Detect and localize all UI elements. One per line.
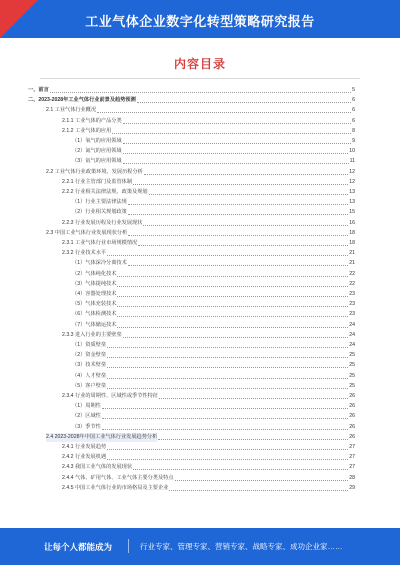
toc-entry-label: 2.4.4 气体、矿用气体、工业气体主要分类及特点 [62,474,174,481]
toc-entry-page: 18 [349,240,355,246]
toc-entry[interactable] [28,351,355,360]
toc-entry-label: （1）气体深冷分离技术 [72,260,127,267]
toc-entry-label: （2）资金壁垒 [72,352,107,359]
toc-entry-label: （3）气体提纯技术 [72,280,117,287]
toc-entry[interactable] [28,443,355,452]
toc-entry-page: 26 [349,403,355,410]
toc-entry-page: 27 [349,444,355,450]
toc-entry-page: 28 [349,474,355,481]
toc-entry-page: 13 [349,189,355,195]
toc-entry[interactable] [28,382,355,391]
toc-entry-page: 26 [349,433,355,440]
toc-entry-label: 2.4 2023-2028年中国工业气体行业发展趋势分析 [46,433,158,440]
toc-leader-dots [50,92,351,93]
toc-entry[interactable] [28,433,355,442]
toc-leader-dots [107,367,348,368]
toc-entry-label: 2.3.1 工业气体行业市场规模情况 [62,240,138,246]
toc-entry[interactable] [28,321,355,330]
toc-entry-label: （1）资质壁垒 [72,342,107,348]
toc-divider [40,78,360,79]
toc-entry-label: （2）气体纯化技术 [72,270,117,277]
toc-entry-page: 6 [352,97,355,104]
toc-leader-dots [107,347,348,348]
toc-entry[interactable] [28,392,355,401]
toc-leader-dots [133,184,348,185]
toc-entry-page: 25 [349,372,355,379]
toc-leader-dots [144,174,348,175]
toc-leader-dots [138,245,348,246]
toc-entry[interactable] [28,270,355,279]
toc-entry-page: 27 [349,454,355,461]
toc-entry-label: 2.4.5 中国工业气体行业的市场格局及主要企业 [62,484,169,491]
toc-leader-dots [123,337,349,338]
toc-leader-dots [107,449,348,450]
toc-entry-page: 25 [349,352,355,359]
toc-entry-label: （4）人才壁垒 [72,372,107,379]
toc-leader-dots [117,306,348,307]
toc-entry-label: （3）季节性 [72,423,101,430]
toc-leader-dots [112,133,351,134]
toc-entry[interactable] [28,117,355,126]
toc-entry-label: 2.2 工业气体行业政策环境、发展历程分析 [46,168,143,175]
toc-leader-dots [117,296,348,297]
toc-entry[interactable] [28,239,355,248]
toc-leader-dots [117,286,348,287]
toc-entry-page: 11 [349,158,355,165]
toc-entry[interactable] [28,484,355,493]
toc-entry[interactable] [28,208,355,217]
toc-entry-label: 2.1 工业气体行业概况 [46,107,97,114]
toc-entry-label: 2.2.3 行业发展历程及行业发展现状 [62,219,143,226]
toc-leader-dots [107,459,348,460]
toc-entry-page: 23 [349,301,355,308]
toc-leader-dots [107,378,348,379]
toc-entry-label: （2）区域性 [72,413,101,420]
toc-leader-dots [158,439,348,440]
page-footer [0,528,400,565]
toc-entry[interactable] [28,198,355,207]
toc-entry-page: 12 [349,178,355,185]
toc-entry-label: 2.3 中国工业气体行业发展现状分析 [46,229,128,236]
toc-entry-label: 2.3.3 进入行业的主要壁垒 [62,331,122,338]
toc-entry-label: （3）技术壁垒 [72,362,107,369]
toc-entry-label: （2）氮气的应用领域 [72,148,122,155]
toc-entry[interactable] [28,474,355,483]
toc-entry-page: 23 [349,311,355,318]
toc-entry-page: 24 [349,331,355,338]
toc-entry[interactable] [28,402,355,411]
toc-leader-dots [128,265,348,266]
toc-entry[interactable] [28,280,355,289]
toc-title: 内容目录 [173,57,226,71]
toc-entry-page: 22 [349,280,355,287]
toc-entry[interactable] [28,423,355,432]
toc-entry[interactable] [28,157,355,166]
footer-slogan: 让每个人都能成为 [44,542,113,552]
footer-roles: 行业专家、管理专家、营销专家、战略专家、成功企业家…… [140,542,343,551]
toc-leader-dots [97,112,351,113]
toc-leader-dots [175,480,349,481]
toc-leader-dots [102,408,348,409]
toc-leader-dots [102,418,348,419]
toc-entry[interactable] [28,463,355,472]
toc-entry-label: （5）客户壁垒 [72,382,107,389]
toc-entry-label: 2.4.2 行业发展机遇 [62,454,107,461]
toc-entry-page: 26 [349,413,355,420]
toc-entry-page: 29 [349,484,355,491]
toc-entry[interactable] [28,372,355,381]
toc-entry-page: 6 [352,107,355,114]
toc-entry-label: 2.3.2 行业技术水平 [62,250,107,257]
toc-entry[interactable] [28,453,355,462]
toc-entry-page: 13 [349,199,355,206]
toc-leader-dots [123,123,351,124]
toc-entry-label: （7）气体储运技术 [72,321,117,328]
toc-entry[interactable] [28,86,355,95]
toc-entry-label: 2.2.1 行业主管部门及监管体制 [62,178,133,185]
report-title: 工业气体企业数字化转型策略研究报告 [85,14,315,29]
toc-entry[interactable] [28,188,355,197]
toc-entry-label: （1）周期性 [72,403,101,410]
toc-entry[interactable] [28,168,355,177]
toc-entry[interactable] [28,310,355,319]
toc-entry-page: 24 [349,321,355,328]
toc-entry-page: 5 [352,87,355,93]
toc-entry-label: （1）行业主要法律法规 [72,199,127,206]
toc-entry-page: 6 [352,117,355,124]
toc-leader-dots [107,357,348,358]
toc-entry[interactable] [28,178,355,187]
toc-entry-page: 22 [349,270,355,277]
toc-entry-label: 一、前言 [28,87,49,93]
toc-entry[interactable] [28,106,355,115]
toc-entry-page: 27 [349,464,355,471]
toc-entry-label: （5）气体充装技术 [72,301,117,308]
toc-leader-dots [107,255,348,256]
toc-entry-page: 16 [349,219,355,226]
toc-entry-page: 12 [349,168,355,175]
toc-entry-page: 25 [349,382,355,389]
toc-entry-page: 23 [349,291,355,297]
toc-entry-label: 2.1.2 工业气体的应用 [62,127,112,134]
toc-leader-dots [128,235,348,236]
toc-leader-dots [143,225,348,226]
toc-entry-page: 21 [349,250,355,257]
toc-entry[interactable] [28,249,355,258]
toc-entry-label: （2）行业相关规划政策 [72,209,127,216]
toc-entry[interactable] [28,137,355,146]
toc-entry-label: （1）氧气的应用领域 [72,138,122,144]
toc-entry-page: 8 [352,127,355,134]
toc-entry[interactable] [28,259,355,268]
toc-leader-dots [123,163,349,164]
toc-entry[interactable] [28,219,355,228]
toc-entry-page: 15 [349,209,355,216]
toc-leader-dots [159,398,348,399]
toc-entry[interactable] [28,96,355,105]
toc-leader-dots [117,327,348,328]
toc-entry[interactable] [28,229,355,238]
toc-leader-dots [117,316,348,317]
toc-entry-label: （3）氩气的应用领域 [72,158,122,165]
toc-entry[interactable] [28,300,355,309]
toc-entry[interactable] [28,127,355,136]
toc-entry[interactable] [28,412,355,421]
toc-leader-dots [102,429,348,430]
toc-entry-label: 二、2023-2028年工业气体行业前景及趋势预测 [28,97,136,104]
report-header [0,0,400,38]
toc-leader-dots [133,469,348,470]
toc-leader-dots [128,204,348,205]
toc-entry-page: 18 [349,229,355,236]
toc-entry-page: 24 [349,342,355,348]
toc-leader-dots [107,388,348,389]
toc-entry[interactable] [28,147,355,156]
toc-entry-label: 2.4.3 我国工业气体的发展现状 [62,464,133,471]
toc-entry-page: 21 [349,260,355,267]
toc-entry[interactable] [28,290,355,299]
toc-leader-dots [123,153,349,154]
toc-entry-label: 2.4.1 行业发展趋势 [62,444,107,450]
toc-entry-page: 26 [349,423,355,430]
toc-entry[interactable] [28,341,355,350]
toc-leader-dots [137,102,351,103]
toc-entry-page: 25 [349,362,355,369]
toc-entry[interactable] [28,331,355,340]
toc-entry-label: 2.2.2 行业相关法律法规、政策及规划 [62,189,148,195]
toc-entry-label: （6）气体检测技术 [72,311,117,318]
toc-entry-label: 2.1.1 工业气体的产品分类 [62,117,122,124]
toc-entry-label: 2.3.4 行业的周期性、区域性或季节性特征 [62,393,158,399]
toc-entry-page: 10 [349,148,355,155]
toc-entry[interactable] [28,361,355,370]
toc-leader-dots [123,143,352,144]
toc-leader-dots [149,194,349,195]
toc-entry-page: 26 [349,393,355,399]
footer-separator [128,539,129,553]
toc-leader-dots [128,214,348,215]
toc-leader-dots [117,276,348,277]
toc-entry-label: （4）容器处理技术 [72,291,117,297]
toc-entry-page: 9 [352,138,355,144]
toc-leader-dots [169,490,348,491]
